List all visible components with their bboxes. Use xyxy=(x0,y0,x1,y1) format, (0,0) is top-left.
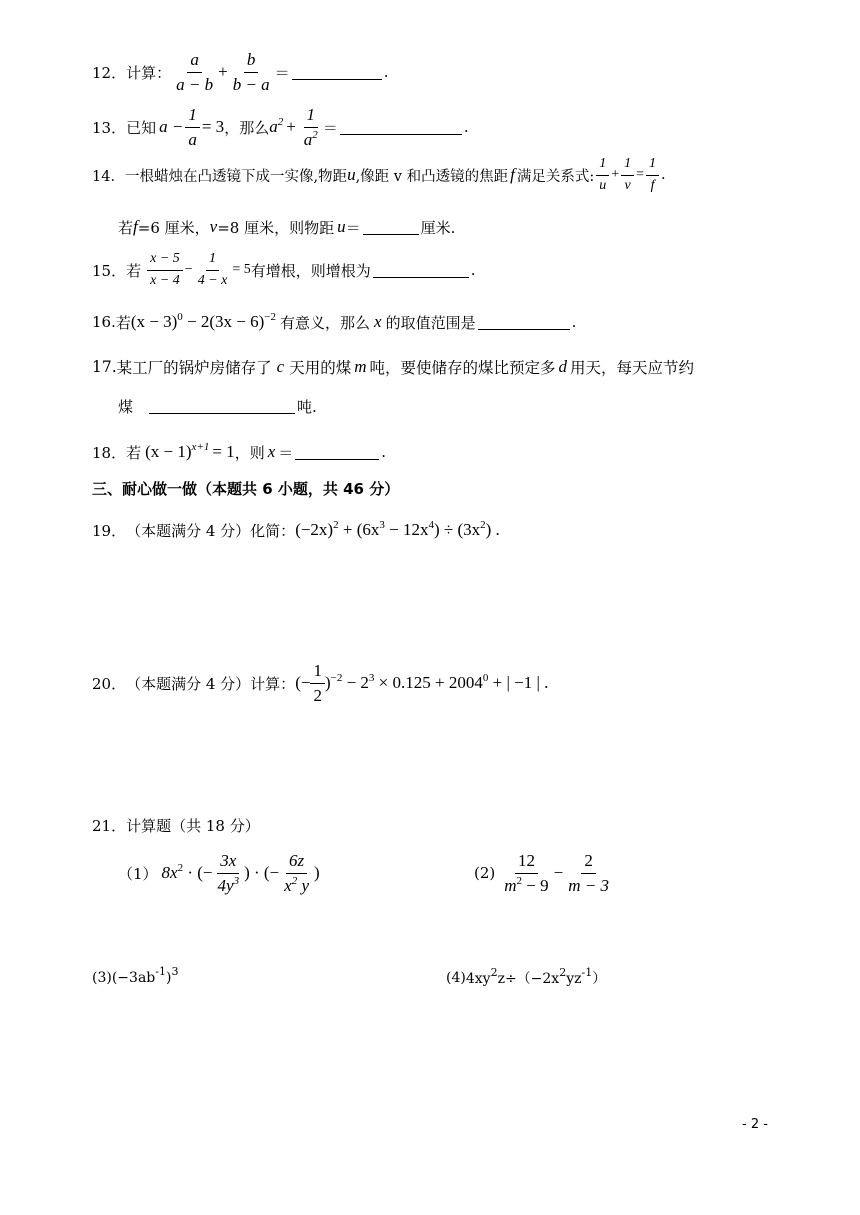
question-number: 21． xyxy=(92,816,127,835)
section-heading: 三、耐心做一做（本题共 6 小题，共 46 分） xyxy=(92,479,400,498)
subquestion-1: （1） $8x^2$ · (− $\frac{3x}{4y^3}$ ) · (− $\frac{6z}{x^2 y}$ ) xyxy=(118,850,320,895)
question-label: 计算： xyxy=(126,63,172,82)
question-number: 20． xyxy=(92,674,127,693)
question-17-line-2: 煤 吨. xyxy=(118,397,317,416)
answer-blank[interactable] xyxy=(373,263,469,278)
fraction: $\frac{x - 5}{x - 4}$ xyxy=(147,251,183,288)
question-number: 19． xyxy=(92,521,127,540)
fraction: $\frac{1}{a}$ xyxy=(185,105,200,149)
fraction: $\frac{1}{u}$ xyxy=(596,156,609,193)
subquestion-3: (3) $(-3ab^{-1})^3$ xyxy=(92,965,179,986)
question-13: 13． 已知 a − $\frac{1}{a}$ = 3 ，那么 $a^2$ + $\frac{1}{a^2}$ ＝ . xyxy=(92,104,469,149)
answer-blank[interactable] xyxy=(478,315,570,330)
question-number: 13． xyxy=(92,118,127,137)
question-19: 19． （本题满分 4 分）化简： $(-2x)^2 + (6x^3 - 12x^4) \div (3x^2)$ . xyxy=(92,519,500,540)
fraction: $\frac{a}{a - b}$ xyxy=(176,49,214,94)
question-number: 14． xyxy=(92,168,125,185)
fraction: $\frac{1}{4 - x}$ xyxy=(197,251,228,288)
fraction: $\frac{3x}{4y^3}$ xyxy=(217,850,240,895)
question-12: 12． 计算： $\frac{a}{a - b}$ + $\frac{b}{b - a}$ ＝ . xyxy=(92,49,389,94)
answer-blank[interactable] xyxy=(295,445,379,460)
answer-blank[interactable] xyxy=(292,65,382,80)
question-number: 16. xyxy=(92,313,116,331)
question-14-line-2: 若 f =6 厘米， v =8 厘米，则物距 u ＝ 厘米. xyxy=(118,217,456,237)
question-14: 14． 一根蜡烛在凸透镜下成一实像,物距 u ,像距 v 和凸透镜的焦距 f 满足关系式: $\frac{1}{u}$ + $\frac{1}{v}$ = $\frac{1}{f}$ . xyxy=(92,156,666,193)
fraction: $\frac{2}{m - 3}$ xyxy=(568,850,609,895)
fraction: $\frac{1}{2}$ xyxy=(310,661,325,705)
question-number: 15． xyxy=(92,261,127,280)
fraction: $\frac{1}{f}$ xyxy=(646,156,659,193)
question-number: 18． xyxy=(92,443,127,462)
fraction: $\frac{12}{m^2 - 9}$ xyxy=(504,850,549,895)
fraction: $\frac{1}{a^2}$ xyxy=(303,104,318,149)
answer-blank[interactable] xyxy=(363,220,419,235)
question-18: 18． 若 $(x - 1)^{x+1}$ = 1 ，则 x ＝ . xyxy=(92,441,387,462)
page-number: - 2 - xyxy=(742,1117,768,1132)
question-20: 20． （本题满分 4 分）计算： (− $\frac{1}{2}$ )$^{-2} - 2^3 \times 0.125 + 2004^0$ + | −1 | . xyxy=(92,660,549,705)
answer-blank[interactable] xyxy=(340,120,462,135)
question-number: 17. xyxy=(92,358,117,376)
answer-blank[interactable] xyxy=(149,399,295,414)
question-15: 15． 若 $\frac{x - 5}{x - 4}$ − $\frac{1}{4 - x}$ = 5 有增根，则增根为 . xyxy=(92,251,476,288)
question-17: 17. 某工厂的锅炉房储存了 c 天用的煤 m 吨，要使储存的煤比预定多 d 用天，每天应节约 xyxy=(92,357,695,377)
question-16: 16. 若 $(x - 3)^0 - 2(3x - 6)^{-2}$ 有意义，那么 x 的取值范围是 . xyxy=(92,311,577,332)
fraction: $\frac{6z}{x^2 y}$ xyxy=(284,850,309,895)
subquestion-2: (2) $\frac{12}{m^2 - 9}$ − $\frac{2}{m - 3}$ xyxy=(474,850,614,896)
question-21: 21． 计算题（共 18 分） xyxy=(92,816,260,835)
fraction: $\frac{1}{v}$ xyxy=(621,156,634,193)
question-number: 12． xyxy=(92,63,127,82)
fraction: $\frac{b}{b - a}$ xyxy=(232,49,270,94)
subquestion-4: (4) $4xy^2z\div(-2x^2yz^{-1})$ xyxy=(446,966,607,987)
